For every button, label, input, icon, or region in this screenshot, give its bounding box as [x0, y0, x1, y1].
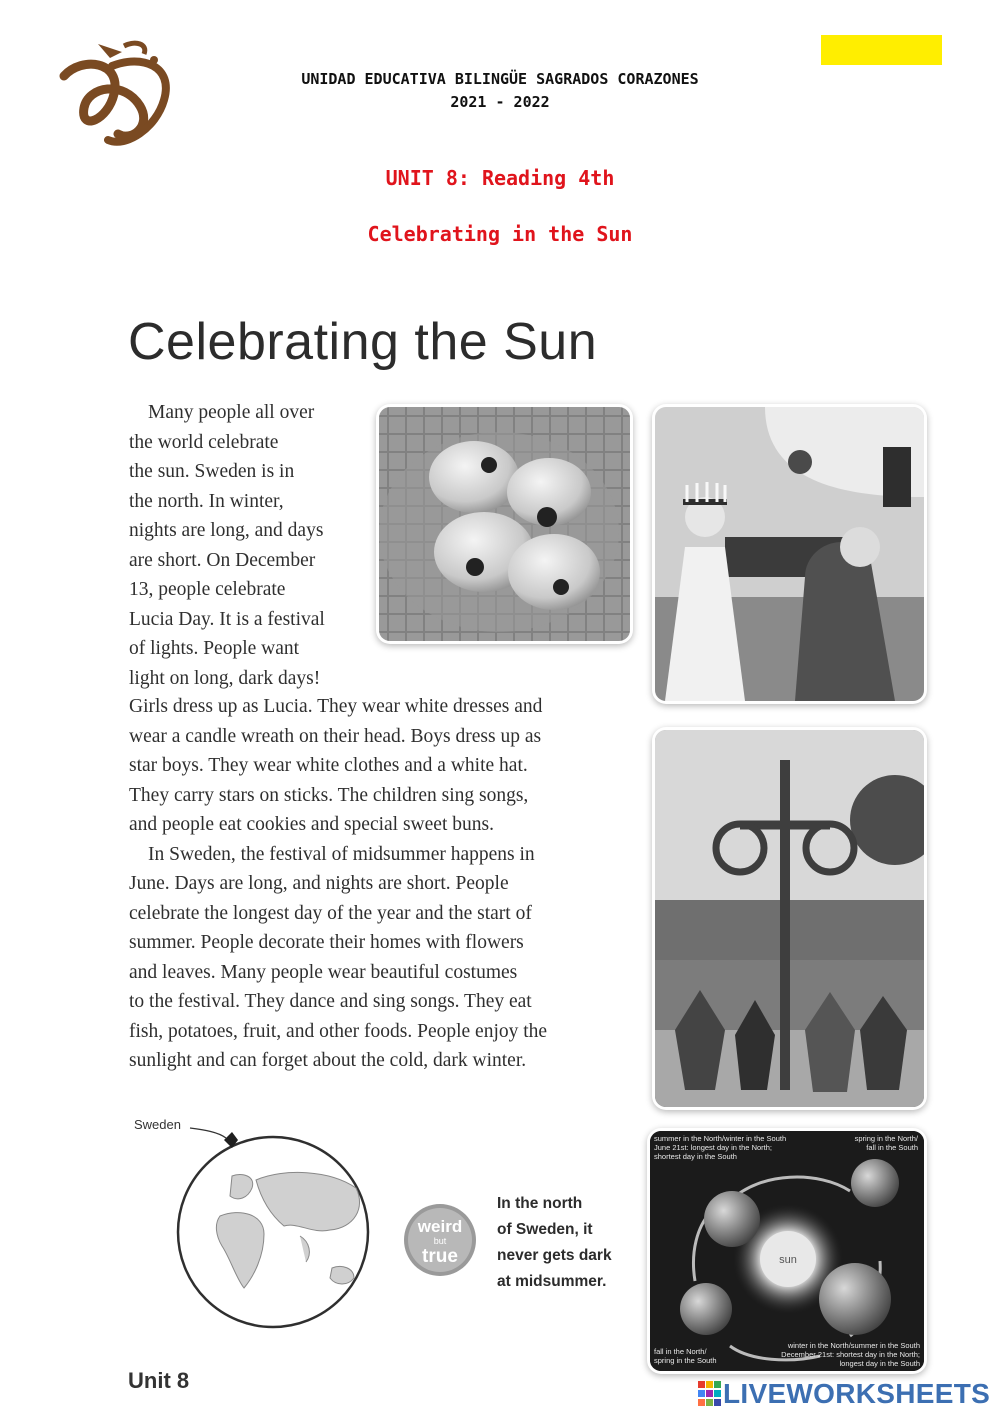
- diagram-label-line: shortest day in the South: [654, 1152, 737, 1161]
- sweden-label: Sweden: [134, 1117, 181, 1132]
- school-name: UNIDAD EDUCATIVA BILINGÜE SAGRADOS CORAZONES: [301, 70, 699, 88]
- unit-label: Unit 8: [128, 1368, 190, 1393]
- diagram-label-line: June 21st: longest day in the North;: [654, 1143, 772, 1152]
- article-line: Many people all over: [148, 402, 315, 423]
- photo-lucia-buns: [379, 407, 630, 641]
- article-line: They carry stars on sticks. The children sing songs,: [129, 784, 529, 806]
- brand-name: LIVEWORKSHEETS: [723, 1378, 991, 1409]
- photo-midsummer-maypole: [655, 730, 924, 1107]
- diagram-label-line: December 21st: shortest day in the North;: [781, 1350, 920, 1359]
- article-intro: [129, 398, 379, 693]
- article-line: In Sweden, the festival of midsummer happens in: [148, 843, 535, 865]
- article-line: the world celebrate: [129, 431, 279, 453]
- article-line: are short. On December: [129, 549, 316, 571]
- diagram-label-winter: [781, 1341, 920, 1368]
- highlight-box: [821, 35, 942, 65]
- fact-line: never gets dark: [497, 1247, 612, 1264]
- fact-line: In the north: [497, 1195, 583, 1212]
- fact-line: at midsummer.: [497, 1273, 607, 1290]
- article-body: [129, 692, 639, 1076]
- article-line: sunlight and can forget about the cold, dark winter.: [129, 1050, 527, 1071]
- article-line: to the festival. They dance and sing songs. They eat: [129, 991, 532, 1012]
- lesson-title: Celebrating in the Sun: [367, 222, 633, 246]
- diagram-label-line: spring in the South: [654, 1356, 717, 1365]
- liveworksheets-logo-icon: [697, 1379, 723, 1409]
- school-crest-icon: [52, 36, 182, 154]
- article-line: June. Days are long, and nights are short. People: [129, 873, 509, 894]
- diagram-label-line: fall in the North/: [654, 1347, 707, 1356]
- diagram-label-line: summer in the North/winter in the South: [654, 1134, 787, 1143]
- article-line: celebrate the longest day of the year and the start of: [129, 902, 532, 924]
- weird-but-true-badge-icon: [402, 1202, 478, 1278]
- article-line: light on long, dark days!: [129, 667, 321, 689]
- article-line: Girls dress up as Lucia. They wear white dresses and: [129, 696, 543, 717]
- article-line: 13, people celebrate: [129, 579, 286, 600]
- diagram-label-spring: [855, 1134, 918, 1152]
- unit-title: UNIT 8: Reading 4th: [385, 166, 615, 190]
- diagram-label-line: fall in the South: [866, 1143, 918, 1152]
- badge-word-but: but: [433, 1236, 447, 1246]
- article-line: the north. In winter,: [129, 490, 284, 512]
- fact-line: of Sweden, it: [497, 1221, 593, 1238]
- weird-but-true-fact: [497, 1191, 612, 1295]
- diagram-label-line: spring in the North/: [854, 1134, 918, 1143]
- article-line: summer. People decorate their homes with flowers: [129, 932, 524, 953]
- article-line: of lights. People want: [129, 638, 300, 659]
- article-title: Celebrating the Sun: [128, 313, 598, 371]
- article-line: Lucia Day. It is a festival: [129, 608, 325, 630]
- article-line: fish, potatoes, fruit, and other foods. People enjoy the: [129, 1020, 548, 1042]
- diagram-label-line: longest day in the South: [839, 1359, 920, 1368]
- school-year: 2021 - 2022: [450, 93, 550, 111]
- article-line: nights are long, and days: [129, 520, 324, 541]
- badge-word-true: true: [422, 1246, 458, 1267]
- seasons-diagram: [650, 1131, 924, 1371]
- article-line: and people eat cookies and special sweet buns.: [129, 814, 494, 835]
- article-line: wear a candle wreath on their head. Boys dress up as: [129, 725, 542, 747]
- article-line: the sun. Sweden is in: [129, 461, 295, 482]
- photo-lucia-girl: [655, 407, 924, 701]
- diagram-label-summer: [654, 1134, 786, 1161]
- badge-word-weird: weird: [417, 1217, 463, 1236]
- sun-label: sun: [779, 1254, 797, 1266]
- liveworksheets-brand[interactable]: [697, 1376, 990, 1412]
- diagram-label-fall: [654, 1347, 717, 1365]
- world-globe-map: [160, 1118, 390, 1330]
- diagram-label-line: winter in the North/summer in the South: [787, 1341, 920, 1350]
- article-line: star boys. They wear white clothes and a white hat.: [129, 755, 528, 776]
- article-line: and leaves. Many people wear beautiful costumes: [129, 961, 518, 983]
